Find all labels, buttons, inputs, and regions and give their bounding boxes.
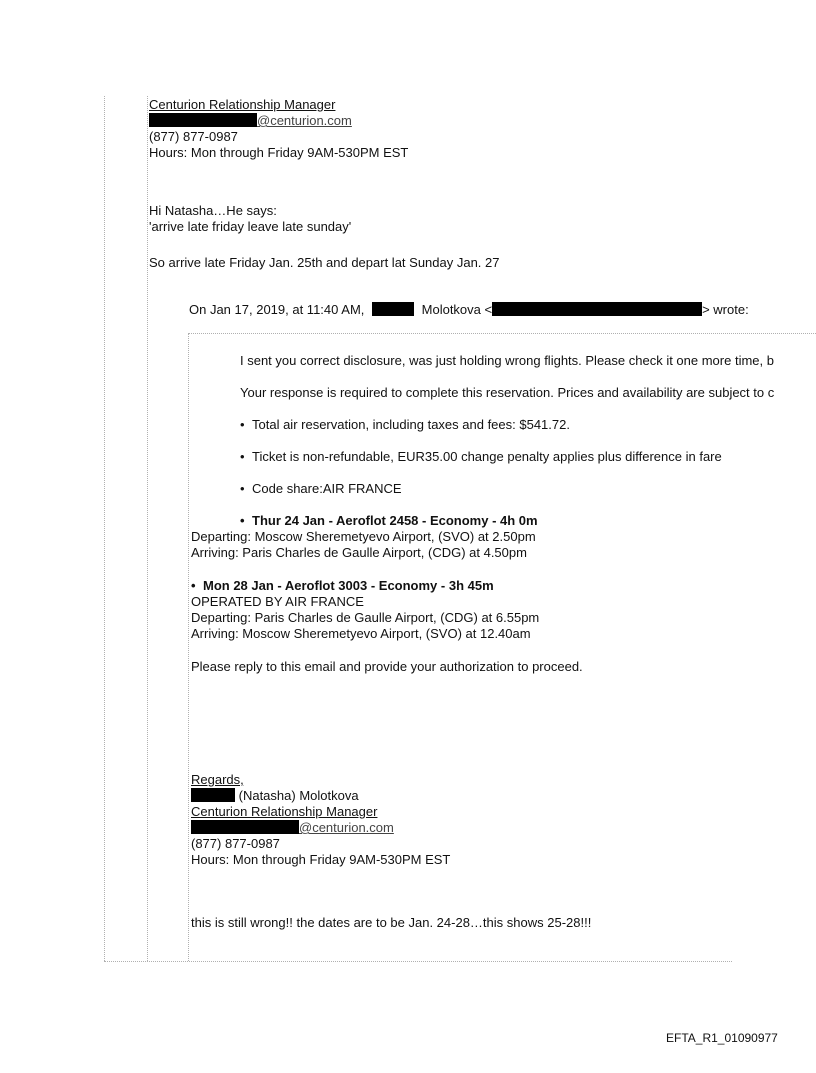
sender-email[interactable]: [191, 820, 394, 835]
flight2-operated: OPERATED BY AIR FRANCE: [191, 594, 364, 609]
bullet-item: • Ticket is non-refundable, EUR35.00 change penalty applies plus difference in fare: [240, 449, 722, 464]
thread-border-outer: [104, 96, 105, 961]
quote-border-top: [188, 333, 816, 334]
signature-title: Centurion Relationship Manager: [149, 97, 336, 112]
sender-name: (Natasha) Molotkova: [191, 788, 359, 803]
correction-note: this is still wrong!! the dates are to be Jan. 24-28…this shows 25-28!!!: [191, 915, 592, 930]
sender-title: Centurion Relationship Manager: [191, 804, 378, 819]
redaction-block: [372, 302, 414, 316]
thread-border-inner: [147, 96, 148, 961]
redaction-block: [149, 113, 257, 127]
reply-summary: So arrive late Friday Jan. 25th and depart lat Sunday Jan. 27: [149, 255, 500, 270]
flight2-departing: Departing: Paris Charles de Gaulle Airport, (CDG) at 6.55pm: [191, 610, 540, 625]
redaction-block: [492, 302, 702, 316]
flight1-heading: • Thur 24 Jan - Aeroflot 2458 - Economy - 4h 0m: [240, 513, 538, 528]
flight2-arriving: Arriving: Moscow Sheremetyevo Airport, (SVO) at 12.40am: [191, 626, 531, 641]
thread-border-bottom: [104, 961, 732, 962]
quote-border-left: [188, 333, 189, 961]
email-domain-link[interactable]: @centurion.com: [257, 113, 352, 128]
quoted-header: [189, 302, 749, 317]
regards: Regards,: [191, 772, 244, 787]
quoted-line-1: I sent you correct disclosure, was just holding wrong flights. Please check it one more time, b: [240, 353, 774, 368]
reply-greeting: Hi Natasha…He says:: [149, 203, 277, 218]
signature-phone: (877) 877-0987: [149, 129, 238, 144]
quoted-header-name: Molotkova <: [421, 302, 493, 317]
bullet-item: • Code share:AIR FRANCE: [240, 481, 402, 496]
document-id: EFTA_R1_01090977: [666, 1031, 778, 1045]
flight1-arriving: Arriving: Paris Charles de Gaulle Airport, (CDG) at 4.50pm: [191, 545, 527, 560]
sender-hours: Hours: Mon through Friday 9AM-530PM EST: [191, 852, 451, 867]
redaction-block: [191, 820, 299, 834]
reply-quote: 'arrive late friday leave late sunday': [149, 219, 352, 234]
quoted-header-prefix: On Jan 17, 2019, at 11:40 AM,: [189, 302, 365, 317]
quoted-header-suffix: > wrote:: [702, 302, 749, 317]
signature-hours: Hours: Mon through Friday 9AM-530PM EST: [149, 145, 409, 160]
sender-phone: (877) 877-0987: [191, 836, 280, 851]
redaction-block: [191, 788, 235, 802]
signature-email[interactable]: [149, 113, 352, 128]
bullet-item: • Total air reservation, including taxes and fees: $541.72.: [240, 417, 570, 432]
email-domain-link[interactable]: @centurion.com: [299, 820, 394, 835]
quoted-line-2: Your response is required to complete this reservation. Prices and availability are subject to c: [240, 385, 775, 400]
flight2-heading: • Mon 28 Jan - Aeroflot 3003 - Economy - 3h 45m: [191, 578, 494, 593]
flight1-departing: Departing: Moscow Sheremetyevo Airport, (SVO) at 2.50pm: [191, 529, 536, 544]
authorization-request: Please reply to this email and provide your authorization to proceed.: [191, 659, 583, 674]
